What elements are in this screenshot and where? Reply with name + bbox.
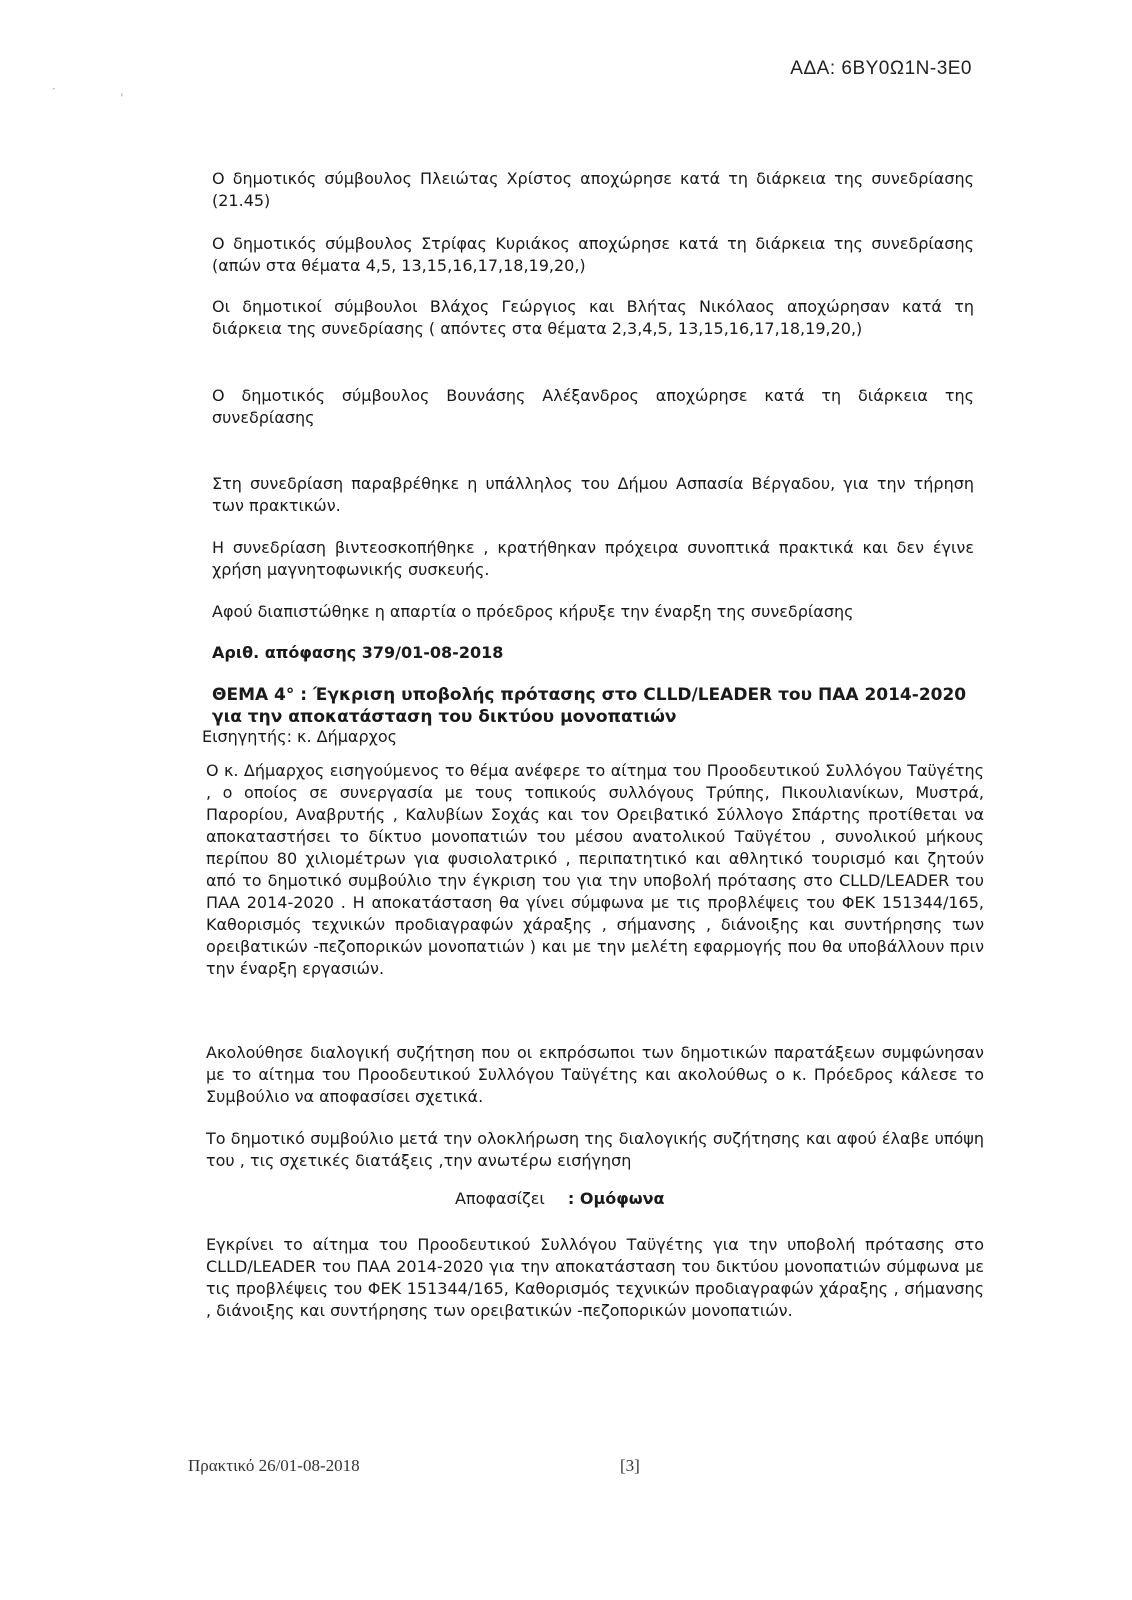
subject-title: ΘΕΜΑ 4° : Έγκριση υποβολής πρότασης στο CLLD/LEADER του ΠΑΑ 2014-2020 για την αποκατάσταση του δικτύου μονοπατιών [212,685,967,727]
ada-code: ΑΔΑ: 6ΒΥ0Ω1Ν-3Ε0 [790,58,972,79]
paragraph-quorum: Αφού διαπιστώθηκε η απαρτία ο πρόεδρος κήρυξε την έναρξη της συνεδρίασης [212,602,854,621]
rapporteur: Εισηγητής: κ. Δήμαρχος [202,727,398,746]
scan-speck: · [52,82,56,96]
resolution-line [455,1188,665,1210]
mayor-proposal: Ο κ. Δήμαρχος εισηγούμενος το θέμα ανέφερε το αίτημα του Προοδευτικού Συλλόγου Ταϋγέτης , ο οποίος σε συνεργασία με τους τοπικούς συλλόγους Τρύπης, Πικουλιανίκων, Μυστρά, Παρορίου, Αναβρυτής , Καλυβίων Σοχάς και τον Ορειβατικό Σύλλογο Σπάρτης προτίθεται να αποκαταστήσει το δίκτυο μονοπατιών του μέσου ανατολικού Ταϋγέτου , συνολικού μήκους περίπου 80 χιλιομέτρων για φυσιολατρικό , περιπατητικό και αθλητικό τουρισμό και ζητούν από το δημοτικό συμβούλιο την έγκριση του για την υποβολή πρότασης στο CLLD/LEADER του ΠΑΑ 2014-2020 . Η αποκατάσταση θα γίνει σύμφωνα με τις προβλέψεις του ΦΕΚ 151344/165, Καθορισμός τεχνικών προδιαγραφών χάραξης , σήμανσης , διάνοιξης και συντήρησης των ορειβατικών -πεζοπορικών μονοπατιών ) και με την μελέτη εφαρμογής που θα υποβάλλουν πριν την έναρξη εργασιών. [206,761,984,978]
resolution-value: : Ομόφωνα [567,1189,665,1208]
footer-record: Πρακτικό 26/01-08-2018 [188,1456,360,1475]
footer-page-number: [3] [620,1456,640,1475]
paragraph-strifas: Ο δημοτικός σύμβουλος Στρίφας Κυριάκος αποχώρησε κατά τη διάρκεια της συνεδρίασης (απών στα θέματα 4,5, 13,15,16,17,18,19,20,) [212,234,974,275]
resolution-label: Αποφασίζει [455,1189,545,1208]
scan-speck: , [120,84,124,98]
paragraph-vlachos-vlitas: Οι δημοτικοί σύμβουλοι Βλάχος Γεώργιος και Βλήτας Νικόλαος αποχώρησαν κατά τη διάρκεια της συνεδρίασης ( απόντες στα θέματα 2,3,4,5, 13,15,16,17,18,19,20,) [212,297,974,338]
paragraph-clerk: Στη συνεδρίαση παραβρέθηκε η υπάλληλος του Δήμου Ασπασία Βέργαδου, για την τήρηση των πρακτικών. [212,474,974,515]
paragraph-pleiotas: Ο δημοτικός σύμβουλος Πλειώτας Χρίστος αποχώρησε κατά τη διάρκεια της συνεδρίασης (21.45) [212,169,974,210]
approval-paragraph: Εγκρίνει το αίτημα του Προοδευτικού Συλλόγου Ταϋγέτης για την υποβολή πρότασης στο CLLD/LEADER του ΠΑΑ 2014-2020 για την αποκατάσταση του δικτύου μονοπατιών σύμφωνα με τις προβλέψεις του ΦΕΚ 151344/165, Καθορισμός τεχνικών προδιαγραφών χάραξης , σήμανσης , διάνοιξης και συντήρησης των ορειβατικών -πεζοπορικών μονοπατιών. [206,1235,984,1320]
paragraph-vounasis: Ο δημοτικός σύμβουλος Βουνάσης Αλέξανδρος αποχώρησε κατά τη διάρκεια της συνεδρίασης [212,386,974,427]
decision-number: Αριθ. απόφασης 379/01-08-2018 [212,643,504,662]
discussion-paragraph: Ακολούθησε διαλογική συζήτηση που οι εκπρόσωποι των δημοτικών παρατάξεων συμφώνησαν με το αίτημα του Προοδευτικού Συλλόγου Ταϋγέτης και ακολούθως ο κ. Πρόεδρος κάλεσε το Συμβούλιο να αποφασίσει σχετικά. [206,1043,984,1106]
paragraph-recording: Η συνεδρίαση βιντεοσκοπήθηκε , κρατήθηκαν πρόχειρα συνοπτικά πρακτικά και δεν έγινε χρήση μαγνητοφωνικής συσκευής. [212,538,974,579]
council-paragraph: Το δημοτικό συμβούλιο μετά την ολοκλήρωση της διαλογικής συζήτησης και αφού έλαβε υπόψη του , τις σχετικές διατάξεις ,την ανωτέρω εισήγηση [206,1129,984,1170]
